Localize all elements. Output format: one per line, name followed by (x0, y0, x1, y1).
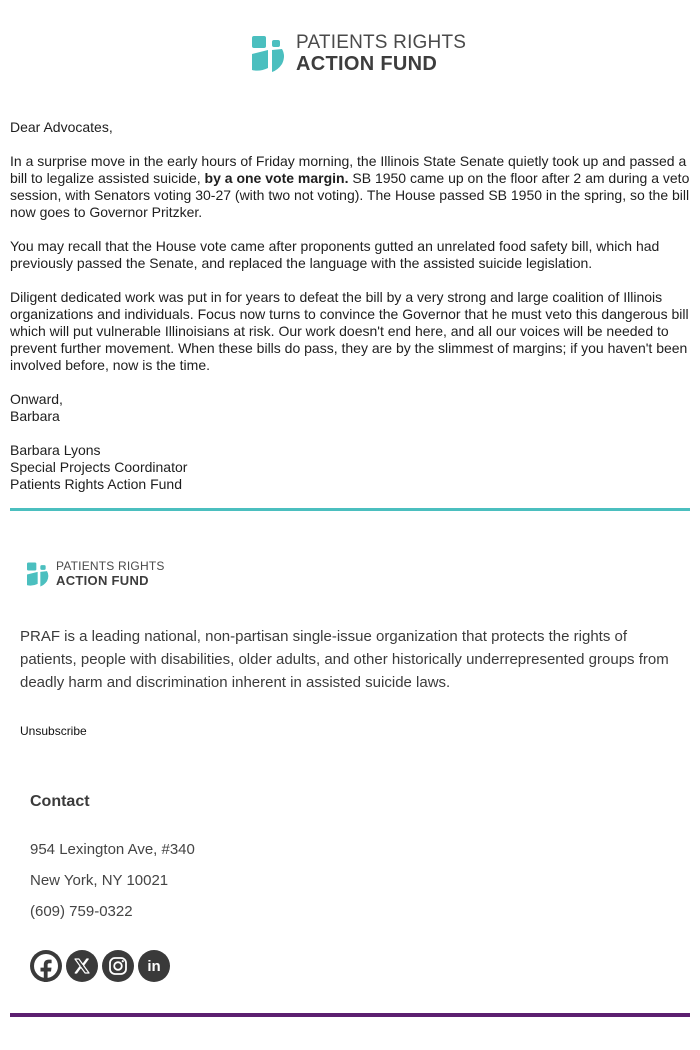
phone-number: (609) 759-0322 (30, 903, 133, 920)
divider-teal (10, 508, 690, 511)
instagram-icon[interactable] (102, 950, 134, 982)
linkedin-glyph: in (147, 957, 161, 975)
footer-logo (27, 560, 165, 588)
paragraph-1-tail: SB 1950 came up on the floor after 2 am during a veto session, with Senators voting 30-27 (with two not voting). The House passed SB 1950 in the spring, so the bill now goes to Governor Pritzker. (10, 170, 690, 220)
unsubscribe-link[interactable]: Unsubscribe (20, 724, 87, 738)
praf-logo-mark-icon (252, 34, 288, 74)
footer-logo-line2: ACTION FUND (56, 573, 149, 588)
paragraph-2: You may recall that the House vote came after proponents gutted an unrelated food safety bill, which had previously passed the Senate, and replaced the language with the assisted suicide legislation. (10, 238, 660, 271)
signature-org: Patients Rights Action Fund (10, 476, 182, 492)
paragraph-1 (10, 153, 692, 221)
signature-name: Barbara Lyons (10, 442, 101, 458)
praf-logo-mark-small-icon (27, 561, 51, 588)
closing-name: Barbara (10, 408, 60, 424)
paragraph-3: Diligent dedicated work was put in for years to defeat the bill by a very strong and large coalition of Illinois organizations and individuals. Focus now turns to convince the Governor that he must veto this dangerous bill which will put vulnerable Illinoisians at risk. Our work doesn't end here, and all our voices will be needed to prevent further movement. When these bills do pass, they are by the slimmest of margins; if you haven't been involved before, now is the time. (10, 289, 689, 373)
closing: Onward, (10, 391, 63, 407)
contact-heading: Contact (30, 793, 90, 810)
facebook-icon[interactable] (30, 950, 62, 982)
social-links (30, 950, 170, 982)
header-logo (252, 32, 466, 75)
x-icon[interactable] (66, 950, 98, 982)
logo-line1: PATIENTS RIGHTS (296, 32, 467, 53)
letter-body (10, 119, 692, 493)
linkedin-icon[interactable] (138, 950, 170, 982)
footer-logo-line1: PATIENTS RIGHTS (56, 559, 165, 573)
greeting: Dear Advocates, (10, 119, 113, 135)
about-text: PRAF is a leading national, non-partisan single-issue organization that protects the rights of patients, people with disabilities, older adults, and other historically underrepresented groups from deadly harm and discrimination inherent in assisted suicide laws. (20, 628, 669, 691)
divider-purple (10, 1013, 690, 1017)
address-line-1: 954 Lexington Ave, #340 (30, 841, 195, 858)
paragraph-1-lead: In a surprise move in the early hours of Friday morning, the Illinois State Senate quietly took up and passed a bill to legalize assisted suicide, (10, 153, 687, 186)
paragraph-1-emphasis: by a one vote margin. (204, 170, 349, 186)
logo-line2: ACTION FUND (296, 53, 438, 75)
address-line-2: New York, NY 10021 (30, 872, 169, 889)
signature-title: Special Projects Coordinator (10, 459, 188, 475)
